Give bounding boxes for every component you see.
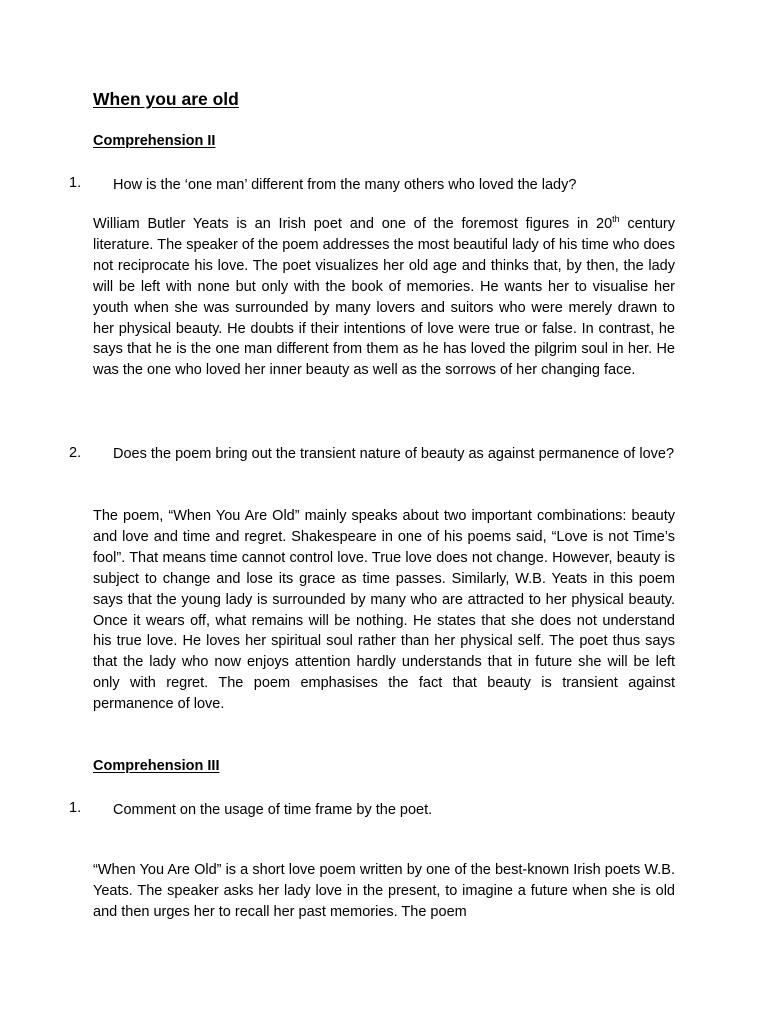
answer-paragraph <box>93 214 675 381</box>
question-number: 2. <box>69 445 82 461</box>
section-heading-comprehension-ii: Comprehension II <box>93 133 216 149</box>
question-number: 1. <box>69 175 82 191</box>
answer-text-start: William Butler Yeats is an Irish poet and one of the foremost figures in 20 <box>93 216 613 232</box>
answer-text-end: century literature. The speaker of the poem addresses the most beautiful lady of his time who does not reciprocate his love. The poet visualizes her old age and thinks that, by then, the lady will be left with none but only with the book of memories. He wants her to visualise her youth when she was surrounded by many lovers and suitors who were merely drawn to her physical beauty. He doubts if their intentions of love were true or false. In contrast, he says that he is the one man different from them as he has loved the pilgrim soul in her. He was the one who loved her inner beauty as well as the sorrows of her changing face. <box>93 216 675 379</box>
question-text: How is the ‘one man’ different from the many others who loved the lady? <box>113 177 577 193</box>
answer-paragraph: The poem, “When You Are Old” mainly speaks about two important combinations: beauty and love and time and regret. Shakespeare in one of his poems said, “Love is not Time’s fool”. That means time cannot control love. True love does not change. However, beauty is subject to change and lose its grace as time passes. Similarly, W.B. Yeats in this poem says that the young lady is surrounded by many who are attracted to her physical beauty. Once it wears off, what remains will be nothing. He states that she does not understand his true love. He loves her spiritual soul rather than her physical self. The poet thus says that the lady who now enjoys attention hardly understands that in future she will be left only with regret. The poem emphasises the fact that beauty is transient against permanence of love. <box>93 508 675 713</box>
answer-paragraph: “When You Are Old” is a short love poem written by one of the best-known Irish poets W.B. Yeats. The speaker asks her lady love in the present, to imagine a future when she is old and then urges her to recall her past memories. The poem <box>93 862 675 920</box>
ordinal-suffix: th <box>612 214 620 224</box>
question-number: 1. <box>69 800 82 816</box>
question-text: Comment on the usage of time frame by the poet. <box>113 802 433 818</box>
question-text: Does the poem bring out the transient nature of beauty as against permanence of love? <box>113 446 675 462</box>
section-heading-comprehension-iii: Comprehension III <box>93 758 220 774</box>
document-title: When you are old <box>93 89 239 109</box>
